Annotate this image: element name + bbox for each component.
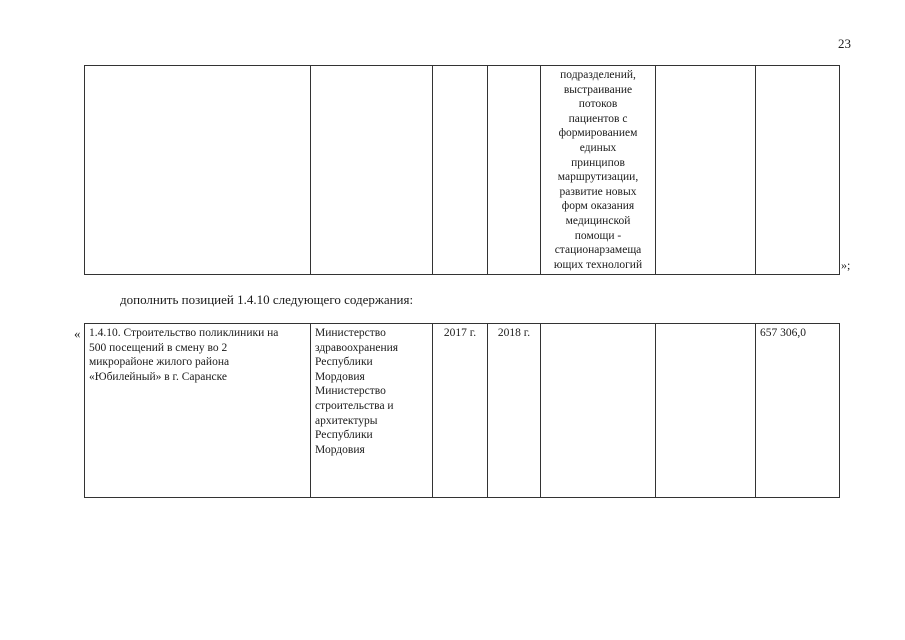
cell-start-year: 2017 г. — [433, 324, 488, 498]
text-line: Министерство — [315, 385, 386, 398]
text-line: Мордовия — [315, 443, 365, 456]
text-line: маршрутизации, — [557, 171, 639, 184]
text-line: строительства и — [315, 399, 394, 412]
text-line: развитие новых — [559, 185, 637, 198]
text-line: стационарзамеща — [554, 244, 642, 257]
text-line: подразделений, — [560, 69, 636, 81]
text-line: архитектуры — [315, 414, 378, 427]
cell-start — [433, 66, 488, 275]
cell-indicator — [656, 324, 756, 498]
text-line: потоков — [578, 98, 618, 111]
text-line: выстраивание — [563, 83, 633, 96]
cell-name — [85, 66, 311, 275]
cell-name — [85, 324, 311, 498]
text-line: Республики — [315, 356, 373, 369]
cell-amount: 657 306,0 — [756, 324, 840, 498]
text-line: медицинской — [565, 214, 631, 227]
cell-executor — [311, 66, 433, 275]
text-line: Республики — [315, 429, 373, 442]
instruction-text: дополнить позицией 1.4.10 следующего содержания: — [120, 292, 414, 307]
new-position-table — [84, 323, 840, 498]
continuation-table — [84, 65, 840, 275]
text-line: Министерство — [315, 327, 386, 339]
page-number: 23 — [838, 36, 851, 51]
closing-quote-mark: »; — [841, 258, 851, 272]
cell-end-year: 2018 г. — [488, 324, 541, 498]
table-row — [85, 324, 840, 498]
text-line: микрорайоне жилого района — [89, 356, 230, 369]
text-line: Мордовия — [315, 370, 365, 383]
text-line: помощи - — [574, 229, 622, 242]
text-line: «Юбилейный» в г. Саранске — [89, 370, 227, 383]
text-line: принципов — [571, 156, 625, 169]
text-line: здравоохранения — [315, 341, 399, 354]
cell-expected-result — [541, 324, 656, 498]
cell-executor — [311, 324, 433, 498]
opening-quote-mark: « — [74, 326, 81, 341]
text-line: единых — [579, 141, 617, 154]
cell-amount — [756, 66, 840, 275]
table-row — [85, 66, 840, 275]
text-line: 1.4.10. Строительство поликлиники на — [89, 327, 279, 339]
text-line: ющих технологий — [553, 258, 643, 271]
text-line: форм оказания — [561, 200, 635, 213]
text-line: 500 посещений в смену во 2 — [89, 341, 228, 354]
text-line: пациентов с — [568, 112, 628, 125]
cell-end — [488, 66, 541, 275]
cell-indicator — [656, 66, 756, 275]
cell-expected-result — [541, 66, 656, 275]
text-line: формированием — [558, 127, 638, 140]
